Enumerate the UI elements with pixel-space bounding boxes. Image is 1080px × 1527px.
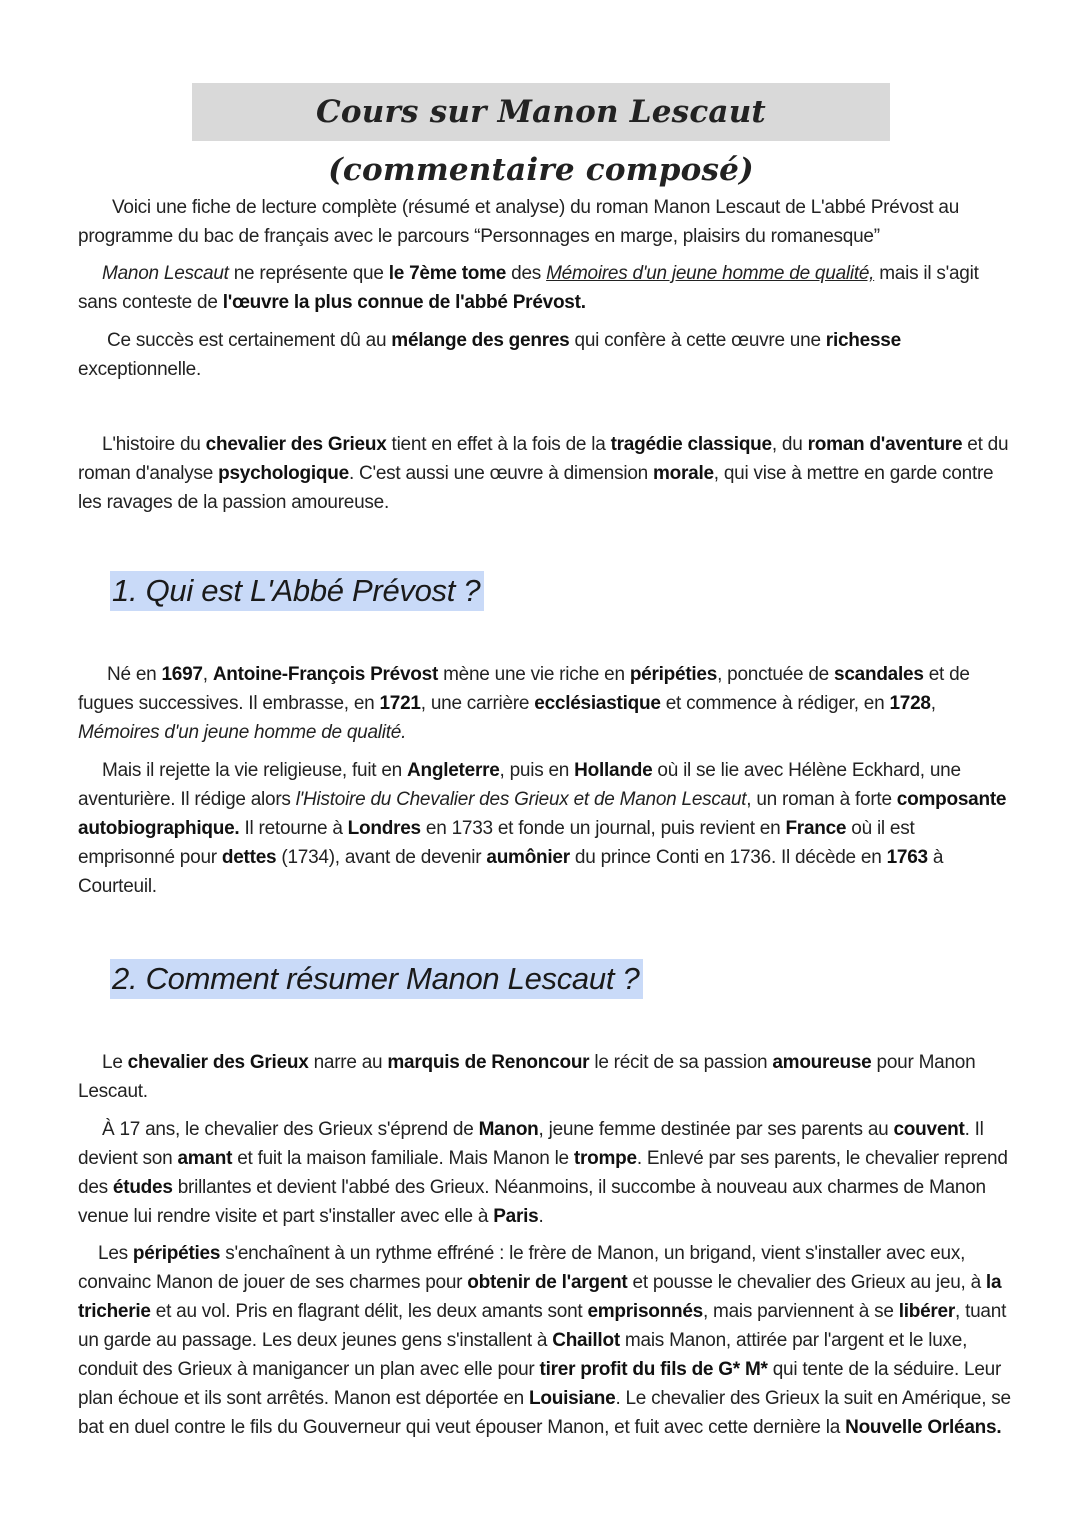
section-2-paragraph-1: Le chevalier des Grieux narre au marquis de Renoncour le récit de sa passion amoureuse pour Manon Lescaut. xyxy=(78,1052,976,1102)
section-1-heading-box xyxy=(110,571,484,611)
section-2-heading-box xyxy=(110,959,643,999)
intro-paragraph-1: Voici une fiche de lecture complète (résumé et analyse) du roman Manon Lescaut de L'abbé Prévost au programme du bac de français avec le parcours “Personnages en marge, plaisirs du romanesque” xyxy=(78,197,960,247)
section-1-paragraph-1: Né en 1697, Antoine-François Prévost mène une vie riche en péripéties, ponctuée de scandales et de fugues successives. Il embrasse, en 1721, une carrière ecclésiastique et commence à rédiger, en 1728, Mémoires d'un jeune homme de qualité. xyxy=(78,664,970,743)
book-title-link: Mémoires d'un jeune homme de qualité, xyxy=(546,263,875,284)
section-1-heading: 1. Qui est L'Abbé Prévost ? xyxy=(112,573,481,608)
section-1-paragraph-2: Mais il rejette la vie religieuse, fuit en Angleterre, puis en Hollande où il se lie avec Hélène Eckhard, une aventurière. Il rédige alors l'Histoire du Chevalier des Grieux et de Manon Lescaut, un roman à forte composante autobiographique. Il retourne à Londres en 1733 et fonde un journal, puis revient en France où il est emprisonné pour dettes (1734), avant de devenir aumônier du prince Conti en 1736. Il décède en 1763 à Courteuil. xyxy=(78,760,1007,897)
section-2-paragraph-3: Les péripéties s'enchaînent à un rythme effréné : le frère de Manon, un brigand, vient s'installer avec eux, convainc Manon de jouer de ses charmes pour obtenir de l'argent et pousse le chevalier des Grieux au jeu, à la tricherie et au vol. Pris en flagrant délit, les deux amants sont emprisonnés, mais parviennent à se libérer, tuant un garde au passage. Les deux jeunes gens s'installent à Chaillot mais Manon, attirée par l'argent et le luxe, conduit des Grieux à manigancer un plan avec elle pour tirer profit du fils de G* M* qui tente de la séduire. Leur plan échoue et ils sont arrêtés. Manon est déportée en Louisiane. Le chevalier des Grieux la suit en Amérique, se bat en duel contre le fils du Gouverneur qui veut épouser Manon, et fuit avec cette dernière la Nouvelle Orléans. xyxy=(78,1243,1011,1438)
document-title: Cours sur Manon Lescaut (commentaire composé) xyxy=(316,94,766,188)
intro-paragraph-4: L'histoire du chevalier des Grieux tient en effet à la fois de la tragédie classique, du roman d'aventure et du roman d'analyse psychologique. C'est aussi une œuvre à dimension morale, qui vise à mettre en garde contre les ravages de la passion amoureuse. xyxy=(78,434,1009,513)
section-2-heading: 2. Comment résumer Manon Lescaut ? xyxy=(112,961,640,996)
section-2-paragraph-2: À 17 ans, le chevalier des Grieux s'éprend de Manon, jeune femme destinée par ses parents au couvent. Il devient son amant et fuit la maison familiale. Mais Manon le trompe. Enlevé par ses parents, le chevalier reprend des études brillantes et devient l'abbé des Grieux. Néanmoins, il succombe à nouveau aux charmes de Manon venue lui rendre visite et part s'installer avec elle à Paris. xyxy=(78,1119,1008,1227)
document-title-box xyxy=(192,83,890,188)
intro-paragraph-3: Ce succès est certainement dû au mélange des genres qui confère à cette œuvre une richesse exceptionnelle. xyxy=(78,330,901,380)
intro-paragraph-2: Manon Lescaut ne représente que le 7ème tome des Mémoires d'un jeune homme de qualité, mais il s'agit sans conteste de l'œuvre la plus connue de l'abbé Prévost. xyxy=(78,263,979,313)
